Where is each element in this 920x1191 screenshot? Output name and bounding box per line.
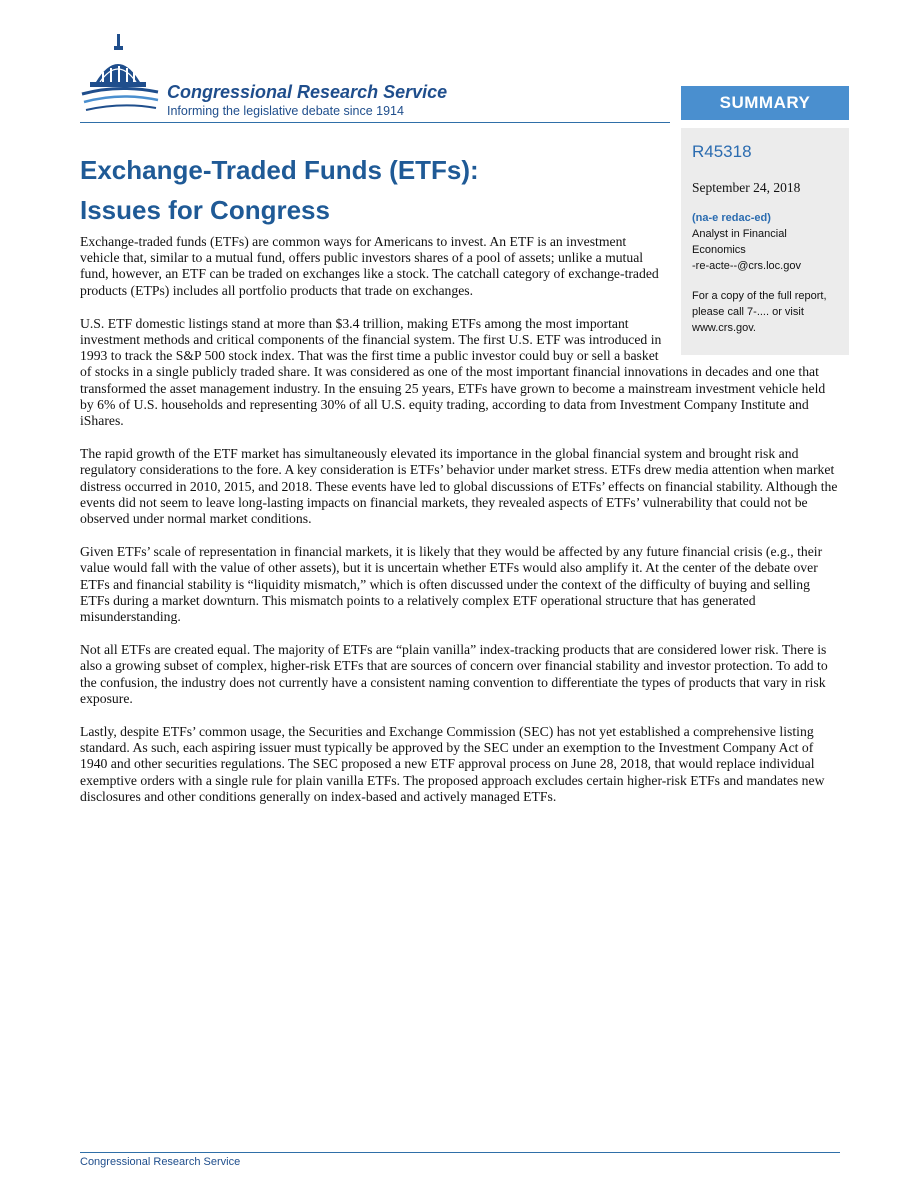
paragraph: U.S. ETF domestic listings stand at more than $3.4 trillion, making ETFs among the most important investment methods and critical components of the financial system. The first U.S. ETF was introduced in 1993 to track the S&P 500 stock index. That was the first time a public investor could buy or sell a basket of stocks in a single publicly traded share. It was considered as one of the most important financial innovations in decades and one that transformed the asset management industry. In the ensuing 25 years, ETFs have grown to become a mainstream investment vehicle held by 6% of U.S. households and representing 30% of all U.S. equity trading, according to data from Investment Company Institute and iShares. xyxy=(80,315,826,429)
page-title xyxy=(80,150,600,230)
copy-note-link[interactable]: www.crs.gov. xyxy=(692,322,756,334)
paragraph: The rapid growth of the ETF market has simultaneously elevated its importance in the global financial system and brought risk and regulatory considerations to the fore. A key consideration is ETFs’ behavior under market stress. ETFs drew media attention when market distress occurred in 2010, 2015, and 2018. These events have led to global discussions of ETFs’ effects on financial stability. Although the events did not seem to leave long-lasting impacts on financial markets, they revealed aspects of ETFs’ vulnerability that could not be observed under normal market conditions. xyxy=(80,446,838,527)
sidebar-wrap-spacer xyxy=(668,234,840,356)
capitol-dome-icon xyxy=(80,32,160,124)
title-line-2: Issues for Congress xyxy=(80,195,330,225)
summary-body xyxy=(80,234,840,822)
title-line-1: Exchange-Traded Funds (ETFs): xyxy=(80,155,479,185)
author-title-line-2: Economics xyxy=(692,244,746,256)
copy-note-line-1: For a copy of the full report, xyxy=(692,290,827,302)
paragraph: Not all ETFs are created equal. The majority of ETFs are “plain vanilla” index-tracking products that are considered lower risk. There is also a growing subset of complex, higher-risk ETFs that are sources of concern over financial stability and investor protection. To add to the confusion, the industry does not currently have a consistent naming convention to differentiate the types of products that vary in risk exposure. xyxy=(80,642,828,706)
report-number: R45318 xyxy=(692,142,752,161)
paragraph: Given ETFs’ scale of representation in financial markets, it is likely that they would be affected by any future financial crisis (e.g., their value would fall with the value of other assets), but it is uncertain whether ETFs would also amplify it. At the center of the debate over ETFs and financial stability is “liquidity mismatch,” which is often discussed under the context of the difficulty of buying and selling ETFs during a market downturn. This mismatch points to a relatively complex ETF operational structure that has generated misunderstanding. xyxy=(80,544,823,625)
crs-logo xyxy=(80,32,500,124)
author-name: (na-e redac-ed) xyxy=(692,212,771,224)
paragraph: Exchange-traded funds (ETFs) are common ways for Americans to invest. An ETF is an investment vehicle that, similar to a mutual fund, offers public investors shares of a pool of assets; unlike a mutual fund, however, an ETF can be traded on exchanges like a stock. The catchall category of exchange-traded products (ETPs) includes all portfolio products that trade on exchanges. xyxy=(80,234,659,298)
report-date: September 24, 2018 xyxy=(692,180,801,195)
author-email: -re-acte--@crs.loc.gov xyxy=(692,260,801,272)
summary-tab: SUMMARY xyxy=(681,86,849,120)
header-divider xyxy=(80,122,670,123)
author-title-line-1: Analyst in Financial xyxy=(692,228,787,240)
footer-divider xyxy=(80,1152,840,1153)
org-tagline: Informing the legislative debate since 1914 xyxy=(167,104,404,118)
org-name: Congressional Research Service xyxy=(167,82,448,102)
footer-org-name: Congressional Research Service xyxy=(80,1156,241,1168)
copy-note-line-2: please call 7-.... or visit xyxy=(692,306,804,318)
paragraph: Lastly, despite ETFs’ common usage, the Securities and Exchange Commission (SEC) has not yet established a comprehensive listing standard. As such, each aspiring issuer must typically be approved by the SEC under an exemption to the Investment Company Act of 1940 and other securities regulations. The SEC proposed a new ETF approval process on June 28, 2018, that would replace individual exemptive orders with a single rule for plain vanilla ETFs. The proposed approach excludes certain higher-risk ETFs and mandates new disclosures and other conditions generally on index-based and actively managed ETFs. xyxy=(80,724,825,804)
